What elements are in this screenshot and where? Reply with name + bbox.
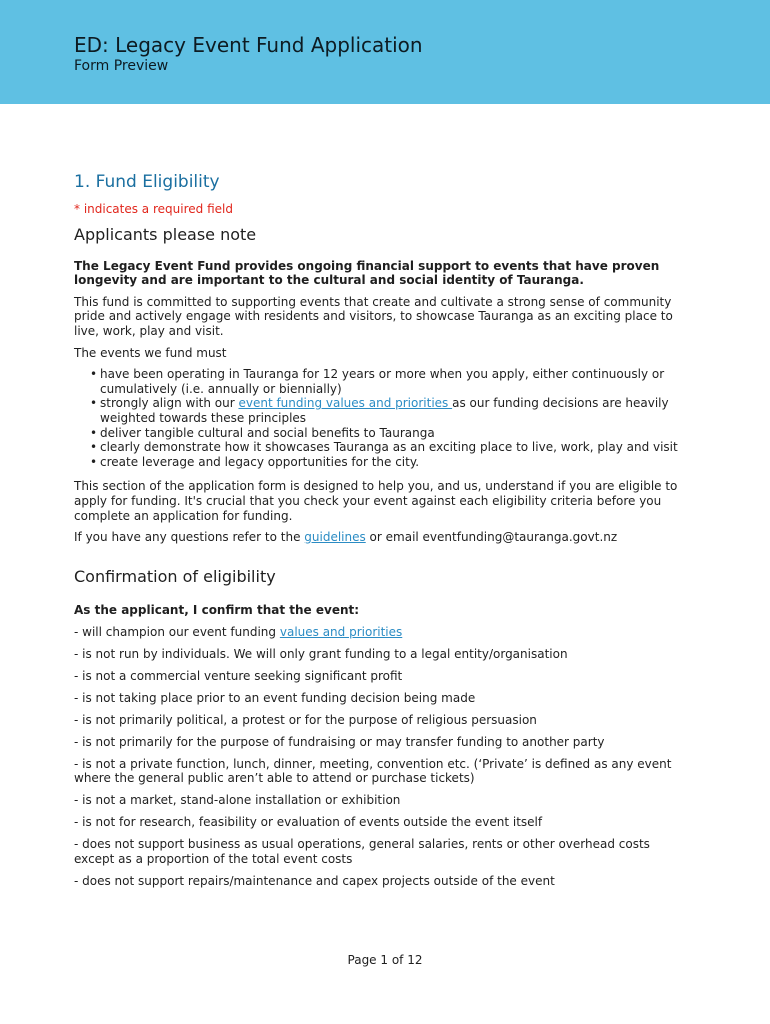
confirmation-heading: Confirmation of eligibility — [74, 566, 276, 586]
values-priorities-link[interactable]: event funding values and priorities — [238, 396, 453, 411]
applicants-note-intro: The Legacy Event Fund provides ongoing financial support to events that have proven longevity and are important to the cultural and social identity of Tauranga. — [74, 258, 660, 288]
bullet-item: • create leverage and legacy opportunities for the city. — [90, 455, 694, 470]
applicants-note-heading: Applicants please note — [74, 224, 257, 244]
confirmation-item: - is not for research, feasibility or evaluation of events outside the event itself — [74, 815, 543, 830]
bullet-item: • strongly align with our event funding values and priorities as our funding decisions are heavily weighted towards these principles — [90, 396, 694, 425]
confirmation-item: - is not primarily for the purpose of fundraising or may transfer funding to another party — [74, 734, 605, 749]
confirmation-intro: As the applicant, I confirm that the event: — [74, 602, 360, 617]
form-subtitle: Form Preview — [74, 58, 169, 74]
confirmation-item: - is not run by individuals. We will only grant funding to a legal entity/organisation — [74, 646, 568, 661]
confirmation-item: - does not support business as usual operations, general salaries, rents or other overhead costs except as a proportion of the total event costs — [74, 837, 650, 866]
required-field-note: * indicates a required field — [74, 202, 233, 216]
eligibility-bullet-list — [90, 367, 694, 469]
page-number: Page 1 of 12 — [347, 953, 423, 967]
bullet-item: • clearly demonstrate how it showcases Tauranga as an exciting place to live, work, play and visit — [90, 440, 694, 455]
events-must-intro: The events we fund must — [74, 345, 227, 360]
form-title: ED: Legacy Event Fund Application — [74, 33, 423, 57]
confirmation-item: - will champion our event funding values and priorities — [74, 624, 403, 639]
bullet-item: • have been operating in Tauranga for 12 years or more when you apply, either continuously or cumulatively (i.e. annually or biennially) — [90, 367, 694, 396]
questions-paragraph: If you have any questions refer to the guidelines or email eventfunding@tauranga.govt.nz — [74, 530, 618, 545]
guidelines-link[interactable]: guidelines — [304, 530, 366, 545]
form-content — [74, 172, 694, 888]
applicants-note-paragraph: This fund is committed to supporting events that create and cultivate a strong sense of community pride and actively engage with residents and visitors, to showcase Tauranga as an exciting place to live, work, play and visit. — [74, 294, 673, 338]
bullet-item: • deliver tangible cultural and social benefits to Tauranga — [90, 426, 694, 441]
section-purpose-paragraph: This section of the application form is designed to help you, and us, understand if you are eligible to apply for funding. It's crucial that you check your event against each eligibility criteria before you complete an application for funding. — [74, 479, 678, 523]
confirmation-item: - is not a market, stand-alone installation or exhibition — [74, 793, 401, 808]
confirmation-item: - is not a private function, lunch, dinner, meeting, convention etc. (‘Private’ is defined as any event where the general public aren’t able to attend or purchase tickets) — [74, 756, 672, 786]
section-title: 1. Fund Eligibility — [74, 172, 220, 192]
page-header — [0, 0, 770, 104]
confirmation-item: - is not taking place prior to an event funding decision being made — [74, 690, 476, 705]
values-priorities-link-2[interactable]: values and priorities — [279, 624, 403, 639]
confirmation-item: - does not support repairs/maintenance and capex projects outside of the event — [74, 873, 555, 888]
confirmation-item: - is not primarily political, a protest or for the purpose of religious persuasion — [74, 712, 537, 727]
confirmation-item: - is not a commercial venture seeking significant profit — [74, 668, 403, 683]
